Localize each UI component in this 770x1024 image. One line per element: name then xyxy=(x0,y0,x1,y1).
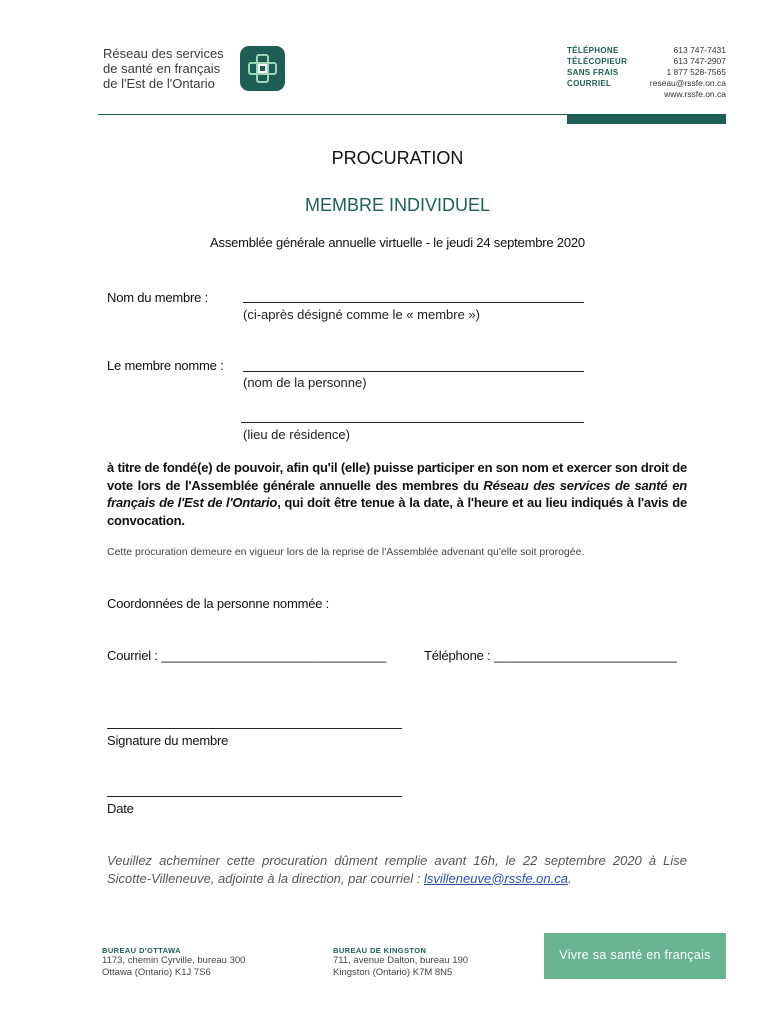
date-line[interactable] xyxy=(107,796,402,797)
phone-blank: __________________________ xyxy=(493,648,677,663)
submission-note: Veuillez acheminer cette procuration dûment remplie avant 16h, le 22 septembre 2020 à Lise Sicotte-Villeneuve, adjointe à la direction, par courriel : lsvilleneuve@rssfe.on.ca. xyxy=(107,853,687,886)
signature-line[interactable] xyxy=(107,728,402,729)
header-divider xyxy=(98,114,567,115)
contact-values: 613 747-7431 613 747-2907 1 877 528-7565 reseau@rssfe.on.ca www.rssfe.on.ca xyxy=(612,45,726,100)
appointee-name-field[interactable] xyxy=(243,371,584,372)
proxy-paragraph: à titre de fondé(e) de pouvoir, afin qu'il (elle) puisse participer en son nom et exercer son droit de vote lors de l'Assemblée générale annuelle des membres du Réseau des services de santé en français de l'Est de l'Ontario, qui doit être tenue à la date, à l'heure et au lieu indiqués à l'avis de convocation. xyxy=(107,460,687,528)
signature-label: Signature du membre xyxy=(107,733,229,748)
validity-note: Cette procuration demeure en vigueur lors de la reprise de l'Assemblée advenant qu'elle soit prorogée. xyxy=(107,546,585,558)
residence-field[interactable] xyxy=(241,422,584,423)
appointee-name-hint: (nom de la personne) xyxy=(243,375,367,390)
contact-labels: TÉLÉPHONE TÉLÉCOPIEUR SANS FRAIS COURRIEL xyxy=(567,46,628,88)
document-title: PROCURATION xyxy=(331,148,464,168)
contact-section-heading: Coordonnées de la personne nommée : xyxy=(107,596,330,611)
event-line: Assemblée générale annuelle virtuelle - le jeudi 24 septembre 2020 xyxy=(210,235,585,250)
phone-field[interactable] xyxy=(424,648,689,663)
member-name-hint: (ci-après désigné comme le « membre ») xyxy=(243,307,480,322)
ottawa-office: BUREAU D'OTTAWA 1173, chemin Cyrville, bureau 300 Ottawa (Ontario) K1J 7S6 xyxy=(102,946,246,978)
member-name-field[interactable] xyxy=(243,302,584,303)
document-subtitle: MEMBRE INDIVIDUEL xyxy=(304,195,491,215)
header-email-link[interactable]: reseau@rssfe.on.ca xyxy=(649,78,726,88)
rssfe-logo xyxy=(240,46,285,91)
email-blank: ________________________________ xyxy=(161,648,387,663)
phone-label: Téléphone : xyxy=(424,648,491,663)
slogan: Vivre sa santé en français xyxy=(559,948,711,962)
website-link[interactable]: www.rssfe.on.ca xyxy=(664,89,726,99)
residence-hint: (lieu de résidence) xyxy=(243,427,350,442)
email-label: Courriel : xyxy=(107,648,158,663)
appointee-label: Le membre nomme : xyxy=(107,358,224,373)
date-label: Date xyxy=(107,801,134,816)
member-name-label: Nom du membre : xyxy=(107,290,209,305)
header-accent-bar xyxy=(567,114,726,124)
organization-name: Réseau des services de santé en français de l'Est de l'Ontario xyxy=(103,46,224,91)
email-field[interactable] xyxy=(107,648,407,663)
assistant-email-link[interactable]: lsvilleneuve@rssfe.on.ca xyxy=(424,870,568,886)
kingston-office: BUREAU DE KINGSTON 711, avenue Dalton, bureau 190 Kingston (Ontario) K7M 8N5 xyxy=(333,946,469,978)
